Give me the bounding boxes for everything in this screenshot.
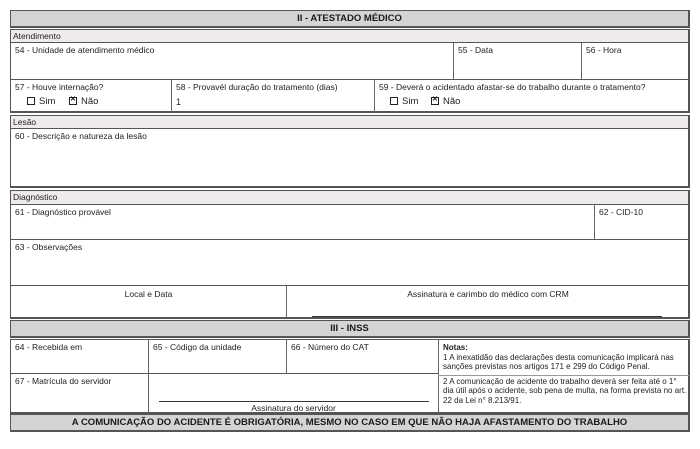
field-56-label: 56 - Hora: [586, 45, 622, 55]
assinatura-medico-label: Assinatura e carimbo do médico com CRM: [407, 289, 569, 299]
notes-panel: [439, 340, 689, 413]
assinatura-medico-field[interactable]: [287, 287, 689, 317]
field-56-hora[interactable]: [582, 43, 689, 79]
section-iii-title: III - INSS: [10, 320, 690, 338]
field-61-diagnostico[interactable]: [11, 205, 594, 239]
field-66-numero-cat[interactable]: [287, 340, 438, 373]
field-67-label: 67 - Matrícula do servidor: [15, 376, 112, 386]
field-59-label: 59 - Deverá o acidentado afastar-se do trabalho durante o tratamento?: [379, 82, 646, 92]
section-ii-title: II - ATESTADO MÉDICO: [10, 10, 690, 28]
field-57-option-sim[interactable]: [27, 96, 55, 107]
field-62-label: 62 - CID-10: [599, 207, 643, 217]
field-59-option-nao[interactable]: [431, 96, 460, 107]
notes-title: Notas:: [443, 343, 468, 352]
note-2: 2 A comunicação de acidente do trabalho deverá ser feita até o 1° dia útil após o acidente, sob pena de multa, na forma prevista no art. 22 da Lei n° 8.213/91.: [443, 376, 687, 405]
field-63-label: 63 - Observações: [15, 242, 83, 252]
atendimento-header: Atendimento: [10, 29, 690, 43]
lesao-header: Lesão: [10, 115, 690, 129]
field-57-label: 57 - Houve internação?: [15, 82, 104, 92]
field-65-codigo[interactable]: [149, 340, 286, 373]
field-58-label: 58 - Provavél duração do tratamento (dias): [176, 82, 338, 92]
field-54-unidade[interactable]: [11, 43, 453, 79]
checkbox-unchecked-icon[interactable]: [27, 97, 35, 105]
field-60-label: 60 - Descrição e natureza da lesão: [15, 131, 147, 141]
checkbox-checked-icon[interactable]: [431, 97, 439, 105]
field-60-lesao[interactable]: [10, 128, 690, 188]
option-label: Sim: [39, 96, 56, 107]
atendimento-box: [10, 42, 690, 113]
assinatura-servidor-label: Assinatura do servidor: [251, 403, 336, 413]
diagnostico-box: [10, 204, 690, 319]
divider: [11, 285, 689, 286]
inss-box: [10, 339, 690, 414]
local-data-field[interactable]: [11, 287, 286, 317]
field-65-label: 65 - Código da unidade: [153, 342, 242, 352]
footer-notice: A COMUNICAÇÃO DO ACIDENTE É OBRIGATÓRIA, MESMO NO CASO EM QUE NÃO HAJA AFASTAMENTO DO TRABALHO: [10, 414, 690, 432]
field-57-option-nao[interactable]: [69, 96, 98, 107]
field-62-cid10[interactable]: [595, 205, 689, 239]
diagnostico-header: Diagnóstico: [10, 190, 690, 205]
signature-line: [312, 316, 662, 317]
field-66-label: 66 - Número do CAT: [291, 342, 369, 352]
field-63-observacoes[interactable]: [11, 240, 689, 285]
field-55-data[interactable]: [454, 43, 581, 79]
field-59-option-sim[interactable]: [390, 96, 418, 107]
checkbox-unchecked-icon[interactable]: [390, 97, 398, 105]
field-59-afastamento: [375, 80, 689, 112]
local-data-label: Local e Data: [124, 289, 173, 299]
assinatura-servidor-field[interactable]: [149, 402, 438, 413]
field-64-recebida[interactable]: [11, 340, 148, 373]
field-54-label: 54 - Unidade de atendimento médico: [15, 45, 155, 55]
field-64-label: 64 - Recebida em: [15, 342, 83, 352]
field-67-matricula[interactable]: [11, 374, 148, 413]
option-label: Não: [81, 96, 99, 107]
checkbox-checked-icon[interactable]: [69, 97, 77, 105]
note-1: 1 A inexatidão das declarações desta comunicação implicará nas sanções previstas nos artigos 171 e 299 do Código Penal.: [443, 352, 674, 371]
option-label: Sim: [402, 96, 419, 107]
field-58-value[interactable]: 1: [176, 97, 182, 107]
field-58-duracao[interactable]: [172, 80, 374, 112]
option-label: Não: [443, 96, 461, 107]
field-55-label: 55 - Data: [458, 45, 493, 55]
field-61-label: 61 - Diagnóstico provável: [15, 207, 111, 217]
divider: [438, 375, 689, 376]
